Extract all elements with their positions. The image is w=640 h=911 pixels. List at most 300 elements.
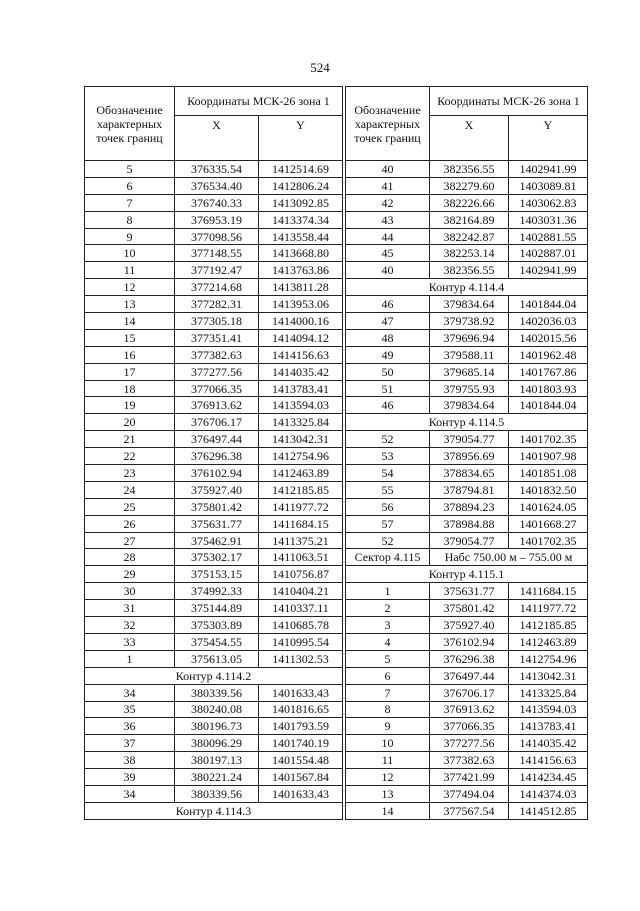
- x-coordinate-cell: 377351.41: [175, 329, 259, 346]
- point-id-cell: 19: [85, 397, 175, 414]
- x-coordinate-cell: 376534.40: [175, 177, 259, 194]
- contour-section-row: [85, 667, 343, 684]
- x-coordinate-cell: 377066.35: [175, 380, 259, 397]
- x-coordinate-cell: 377382.63: [430, 752, 509, 769]
- point-id-cell: 31: [85, 600, 175, 617]
- point-id-cell: 1: [346, 583, 430, 600]
- point-id-cell: 6: [85, 177, 175, 194]
- x-coordinate-cell: 377192.47: [175, 262, 259, 279]
- x-coordinate-cell: 379755.93: [430, 380, 509, 397]
- x-coordinate-cell: 376497.44: [175, 431, 259, 448]
- y-coordinate-cell: 1410685.78: [259, 617, 343, 634]
- x-coordinate-cell: 376296.38: [175, 448, 259, 465]
- x-coordinate-cell: 374992.33: [175, 583, 259, 600]
- y-coordinate-cell: 1413783.41: [259, 380, 343, 397]
- y-coordinate-cell: 1401554.48: [259, 752, 343, 769]
- y-coordinate-cell: 1403031.36: [509, 211, 588, 228]
- x-coordinate-cell: 377066.35: [430, 718, 509, 735]
- point-id-cell: 27: [85, 532, 175, 549]
- x-coordinate-cell: 377214.68: [175, 279, 259, 296]
- y-coordinate-cell: 1401851.08: [509, 465, 588, 482]
- x-coordinate-cell: 377382.63: [175, 346, 259, 363]
- y-coordinate-cell: 1401793.59: [259, 718, 343, 735]
- table-row: [85, 769, 343, 786]
- y-coordinate-cell: 1401633.43: [259, 684, 343, 701]
- point-id-cell: 39: [85, 769, 175, 786]
- header-point-designation: Обозначение характерных точек границ: [85, 87, 175, 161]
- contour-section-row: [85, 802, 343, 819]
- point-id-cell: 5: [85, 161, 175, 178]
- point-id-cell: 44: [346, 228, 430, 245]
- y-coordinate-cell: 1412754.96: [509, 650, 588, 667]
- header-x: X: [175, 116, 259, 161]
- x-coordinate-cell: 378894.23: [430, 498, 509, 515]
- x-coordinate-cell: 382164.89: [430, 211, 509, 228]
- y-coordinate-cell: 1401962.48: [509, 346, 588, 363]
- table-row: [85, 363, 343, 380]
- table-row: [85, 650, 343, 667]
- y-coordinate-cell: 1414374.03: [509, 785, 588, 802]
- point-id-cell: 16: [85, 346, 175, 363]
- y-coordinate-cell: 1413042.31: [509, 667, 588, 684]
- table-row: [346, 684, 588, 701]
- table-row: [346, 718, 588, 735]
- x-coordinate-cell: 379588.11: [430, 346, 509, 363]
- y-coordinate-cell: 1401832.50: [509, 481, 588, 498]
- table-row: [85, 465, 343, 482]
- x-coordinate-cell: 375631.77: [430, 583, 509, 600]
- point-id-cell: 15: [85, 329, 175, 346]
- x-coordinate-cell: 379738.92: [430, 313, 509, 330]
- point-id-cell: 8: [346, 701, 430, 718]
- table-row: [85, 498, 343, 515]
- x-coordinate-cell: 377098.56: [175, 228, 259, 245]
- x-coordinate-cell: 375153.15: [175, 566, 259, 583]
- table-row: [346, 667, 588, 684]
- table-row: [346, 600, 588, 617]
- table-body-left: [85, 161, 343, 820]
- sector-elevation: Набс 750.00 м – 755.00 м: [430, 549, 588, 566]
- table-row: [85, 262, 343, 279]
- sector-label: Сектор 4.115: [346, 549, 430, 566]
- point-id-cell: 12: [85, 279, 175, 296]
- x-coordinate-cell: 377421.99: [430, 769, 509, 786]
- x-coordinate-cell: 382242.87: [430, 228, 509, 245]
- point-id-cell: 34: [85, 785, 175, 802]
- table-row: [85, 549, 343, 566]
- y-coordinate-cell: 1412463.89: [509, 633, 588, 650]
- y-coordinate-cell: 1401668.27: [509, 515, 588, 532]
- point-id-cell: 3: [346, 617, 430, 634]
- point-id-cell: 22: [85, 448, 175, 465]
- table-row: [85, 161, 343, 178]
- table-row: [346, 481, 588, 498]
- point-id-cell: 10: [346, 735, 430, 752]
- sector-row: [346, 549, 588, 566]
- table-row: [85, 414, 343, 431]
- point-id-cell: 11: [346, 752, 430, 769]
- point-id-cell: 9: [346, 718, 430, 735]
- y-coordinate-cell: 1402036.03: [509, 313, 588, 330]
- y-coordinate-cell: 1413558.44: [259, 228, 343, 245]
- table-row: [346, 735, 588, 752]
- point-id-cell: 5: [346, 650, 430, 667]
- table-row: [346, 228, 588, 245]
- table-row: [346, 498, 588, 515]
- point-id-cell: 33: [85, 633, 175, 650]
- point-id-cell: 40: [346, 262, 430, 279]
- y-coordinate-cell: 1401844.04: [509, 296, 588, 313]
- coordinates-table-right: [345, 86, 588, 820]
- table-row: [346, 515, 588, 532]
- point-id-cell: 40: [346, 161, 430, 178]
- x-coordinate-cell: 376102.94: [175, 465, 259, 482]
- x-coordinate-cell: 376335.54: [175, 161, 259, 178]
- y-coordinate-cell: 1413374.34: [259, 211, 343, 228]
- point-id-cell: 43: [346, 211, 430, 228]
- y-coordinate-cell: 1402881.55: [509, 228, 588, 245]
- y-coordinate-cell: 1412185.85: [259, 481, 343, 498]
- table-row: [85, 346, 343, 363]
- table-row: [346, 769, 588, 786]
- y-coordinate-cell: 1414035.42: [259, 363, 343, 380]
- point-id-cell: 30: [85, 583, 175, 600]
- table-row: [346, 296, 588, 313]
- x-coordinate-cell: 380339.56: [175, 785, 259, 802]
- y-coordinate-cell: 1411977.72: [259, 498, 343, 515]
- y-coordinate-cell: 1403089.81: [509, 177, 588, 194]
- y-coordinate-cell: 1411375.21: [259, 532, 343, 549]
- table-row: [346, 262, 588, 279]
- table-row: [85, 397, 343, 414]
- y-coordinate-cell: 1414156.63: [509, 752, 588, 769]
- table-row: [85, 701, 343, 718]
- y-coordinate-cell: 1410337.11: [259, 600, 343, 617]
- y-coordinate-cell: 1412185.85: [509, 617, 588, 634]
- y-coordinate-cell: 1401816.65: [259, 701, 343, 718]
- y-coordinate-cell: 1401633.43: [259, 785, 343, 802]
- point-id-cell: 21: [85, 431, 175, 448]
- table-row: [85, 296, 343, 313]
- x-coordinate-cell: 375462.91: [175, 532, 259, 549]
- x-coordinate-cell: 375303.89: [175, 617, 259, 634]
- y-coordinate-cell: 1413763.86: [259, 262, 343, 279]
- table-row: [85, 313, 343, 330]
- x-coordinate-cell: 382253.14: [430, 245, 509, 262]
- point-id-cell: 42: [346, 194, 430, 211]
- x-coordinate-cell: 377567.54: [430, 802, 509, 819]
- table-row: [346, 431, 588, 448]
- y-coordinate-cell: 1412754.96: [259, 448, 343, 465]
- y-coordinate-cell: 1414156.63: [259, 346, 343, 363]
- x-coordinate-cell: 375613.05: [175, 650, 259, 667]
- point-id-cell: 37: [85, 735, 175, 752]
- y-coordinate-cell: 1411684.15: [509, 583, 588, 600]
- x-coordinate-cell: 379054.77: [430, 431, 509, 448]
- table-row: [85, 600, 343, 617]
- table-row: [346, 785, 588, 802]
- contour-section-row: [346, 414, 588, 431]
- header-point-designation: Обозначение характерных точек границ: [346, 87, 430, 161]
- table-row: [85, 481, 343, 498]
- header-coordinates: Координаты МСК-26 зона 1: [430, 87, 588, 116]
- x-coordinate-cell: 376497.44: [430, 667, 509, 684]
- table-row: [346, 161, 588, 178]
- y-coordinate-cell: 1414512.85: [509, 802, 588, 819]
- x-coordinate-cell: 376740.33: [175, 194, 259, 211]
- table-row: [346, 532, 588, 549]
- x-coordinate-cell: 379054.77: [430, 532, 509, 549]
- table-row: [85, 735, 343, 752]
- table-row: [346, 380, 588, 397]
- y-coordinate-cell: 1401844.04: [509, 397, 588, 414]
- y-coordinate-cell: 1401803.93: [509, 380, 588, 397]
- x-coordinate-cell: 376953.19: [175, 211, 259, 228]
- table-header-row: [85, 87, 343, 116]
- y-coordinate-cell: 1413668.80: [259, 245, 343, 262]
- y-coordinate-cell: 1412463.89: [259, 465, 343, 482]
- x-coordinate-cell: 377494.04: [430, 785, 509, 802]
- table-row: [346, 346, 588, 363]
- x-coordinate-cell: 380240.08: [175, 701, 259, 718]
- point-id-cell: 36: [85, 718, 175, 735]
- table-row: [346, 701, 588, 718]
- x-coordinate-cell: 379696.94: [430, 329, 509, 346]
- table-row: [346, 752, 588, 769]
- y-coordinate-cell: 1412514.69: [259, 161, 343, 178]
- y-coordinate-cell: 1402941.99: [509, 161, 588, 178]
- point-id-cell: 45: [346, 245, 430, 262]
- x-coordinate-cell: 377277.56: [430, 735, 509, 752]
- y-coordinate-cell: 1414234.45: [509, 769, 588, 786]
- x-coordinate-cell: 375144.89: [175, 600, 259, 617]
- y-coordinate-cell: 1413594.03: [259, 397, 343, 414]
- y-coordinate-cell: 1412806.24: [259, 177, 343, 194]
- x-coordinate-cell: 377148.55: [175, 245, 259, 262]
- point-id-cell: 13: [85, 296, 175, 313]
- y-coordinate-cell: 1413325.84: [259, 414, 343, 431]
- y-coordinate-cell: 1401740.19: [259, 735, 343, 752]
- x-coordinate-cell: 376102.94: [430, 633, 509, 650]
- point-id-cell: 25: [85, 498, 175, 515]
- x-coordinate-cell: 382356.55: [430, 262, 509, 279]
- point-id-cell: 6: [346, 667, 430, 684]
- x-coordinate-cell: 375631.77: [175, 515, 259, 532]
- x-coordinate-cell: 380221.24: [175, 769, 259, 786]
- table-row: [346, 448, 588, 465]
- y-coordinate-cell: 1410995.54: [259, 633, 343, 650]
- x-coordinate-cell: 380096.29: [175, 735, 259, 752]
- x-coordinate-cell: 375454.55: [175, 633, 259, 650]
- table-row: [85, 245, 343, 262]
- table-row: [346, 194, 588, 211]
- table-row: [85, 785, 343, 802]
- table-row: [346, 397, 588, 414]
- point-id-cell: 50: [346, 363, 430, 380]
- y-coordinate-cell: 1402887.01: [509, 245, 588, 262]
- page-number: 524: [310, 60, 330, 75]
- table-body-right: [346, 161, 588, 820]
- table-row: [85, 684, 343, 701]
- table-row: [346, 650, 588, 667]
- table-header-row: [346, 87, 588, 116]
- point-id-cell: 26: [85, 515, 175, 532]
- point-id-cell: 23: [85, 465, 175, 482]
- y-coordinate-cell: 1414000.16: [259, 313, 343, 330]
- x-coordinate-cell: 375927.40: [175, 481, 259, 498]
- header-y: Y: [509, 116, 588, 161]
- table-row: [346, 211, 588, 228]
- x-coordinate-cell: 376913.62: [175, 397, 259, 414]
- x-coordinate-cell: 376706.17: [175, 414, 259, 431]
- y-coordinate-cell: 1413042.31: [259, 431, 343, 448]
- table-row: [85, 617, 343, 634]
- contour-label: Контур 4.115.1: [346, 566, 588, 583]
- x-coordinate-cell: 376296.38: [430, 650, 509, 667]
- point-id-cell: 17: [85, 363, 175, 380]
- point-id-cell: 54: [346, 465, 430, 482]
- point-id-cell: 49: [346, 346, 430, 363]
- y-coordinate-cell: 1402941.99: [509, 262, 588, 279]
- table-row: [85, 431, 343, 448]
- y-coordinate-cell: 1401767.86: [509, 363, 588, 380]
- y-coordinate-cell: 1401567.84: [259, 769, 343, 786]
- y-coordinate-cell: 1413325.84: [509, 684, 588, 701]
- point-id-cell: 18: [85, 380, 175, 397]
- table-row: [85, 380, 343, 397]
- x-coordinate-cell: 377282.31: [175, 296, 259, 313]
- table-row: [85, 329, 343, 346]
- point-id-cell: 52: [346, 431, 430, 448]
- x-coordinate-cell: 382279.60: [430, 177, 509, 194]
- point-id-cell: 56: [346, 498, 430, 515]
- table-row: [346, 329, 588, 346]
- table-row: [346, 177, 588, 194]
- x-coordinate-cell: 379685.14: [430, 363, 509, 380]
- x-coordinate-cell: 377305.18: [175, 313, 259, 330]
- table-row: [85, 532, 343, 549]
- point-id-cell: 46: [346, 296, 430, 313]
- point-id-cell: 48: [346, 329, 430, 346]
- table-row: [85, 177, 343, 194]
- point-id-cell: 57: [346, 515, 430, 532]
- point-id-cell: 4: [346, 633, 430, 650]
- x-coordinate-cell: 379834.64: [430, 296, 509, 313]
- x-coordinate-cell: 376706.17: [430, 684, 509, 701]
- point-id-cell: 41: [346, 177, 430, 194]
- x-coordinate-cell: 375801.42: [175, 498, 259, 515]
- point-id-cell: 47: [346, 313, 430, 330]
- x-coordinate-cell: 380196.73: [175, 718, 259, 735]
- point-id-cell: 51: [346, 380, 430, 397]
- y-coordinate-cell: 1411302.53: [259, 650, 343, 667]
- point-id-cell: 34: [85, 684, 175, 701]
- y-coordinate-cell: 1410756.87: [259, 566, 343, 583]
- point-id-cell: 7: [346, 684, 430, 701]
- table-row: [346, 245, 588, 262]
- y-coordinate-cell: 1411977.72: [509, 600, 588, 617]
- x-coordinate-cell: 379834.64: [430, 397, 509, 414]
- point-id-cell: 11: [85, 262, 175, 279]
- point-id-cell: 8: [85, 211, 175, 228]
- table-row: [346, 583, 588, 600]
- table-row: [85, 211, 343, 228]
- contour-section-row: [346, 566, 588, 583]
- y-coordinate-cell: 1413953.06: [259, 296, 343, 313]
- table-row: [85, 566, 343, 583]
- point-id-cell: 14: [346, 802, 430, 819]
- x-coordinate-cell: 378834.65: [430, 465, 509, 482]
- contour-label: Контур 4.114.4: [346, 279, 588, 296]
- point-id-cell: 13: [346, 785, 430, 802]
- y-coordinate-cell: 1401702.35: [509, 532, 588, 549]
- point-id-cell: 10: [85, 245, 175, 262]
- x-coordinate-cell: 382226.66: [430, 194, 509, 211]
- x-coordinate-cell: 376913.62: [430, 701, 509, 718]
- table-row: [346, 617, 588, 634]
- table-row: [346, 363, 588, 380]
- header-x: X: [430, 116, 509, 161]
- point-id-cell: 14: [85, 313, 175, 330]
- y-coordinate-cell: 1402015.56: [509, 329, 588, 346]
- x-coordinate-cell: 375801.42: [430, 600, 509, 617]
- coordinates-table-left: [84, 86, 343, 820]
- table-row: [346, 465, 588, 482]
- point-id-cell: 2: [346, 600, 430, 617]
- table-row: [85, 633, 343, 650]
- table-row: [85, 279, 343, 296]
- y-coordinate-cell: 1413811.28: [259, 279, 343, 296]
- contour-label: Контур 4.114.5: [346, 414, 588, 431]
- table-row: [85, 583, 343, 600]
- x-coordinate-cell: 378956.69: [430, 448, 509, 465]
- header-y: Y: [259, 116, 343, 161]
- x-coordinate-cell: 380197.13: [175, 752, 259, 769]
- x-coordinate-cell: 377277.56: [175, 363, 259, 380]
- point-id-cell: 7: [85, 194, 175, 211]
- y-coordinate-cell: 1401907.98: [509, 448, 588, 465]
- table-row: [85, 752, 343, 769]
- point-id-cell: 12: [346, 769, 430, 786]
- y-coordinate-cell: 1401624.05: [509, 498, 588, 515]
- x-coordinate-cell: 378984.88: [430, 515, 509, 532]
- x-coordinate-cell: 375927.40: [430, 617, 509, 634]
- point-id-cell: 46: [346, 397, 430, 414]
- y-coordinate-cell: 1411684.15: [259, 515, 343, 532]
- y-coordinate-cell: 1414035.42: [509, 735, 588, 752]
- table-row: [85, 194, 343, 211]
- table-row: [85, 448, 343, 465]
- y-coordinate-cell: 1411063.51: [259, 549, 343, 566]
- x-coordinate-cell: 380339.56: [175, 684, 259, 701]
- point-id-cell: 1: [85, 650, 175, 667]
- point-id-cell: 9: [85, 228, 175, 245]
- point-id-cell: 38: [85, 752, 175, 769]
- point-id-cell: 32: [85, 617, 175, 634]
- point-id-cell: 20: [85, 414, 175, 431]
- header-coordinates: Координаты МСК-26 зона 1: [175, 87, 343, 116]
- contour-section-row: [346, 279, 588, 296]
- table-row: [346, 633, 588, 650]
- table-row: [85, 718, 343, 735]
- table-row: [85, 228, 343, 245]
- point-id-cell: 28: [85, 549, 175, 566]
- point-id-cell: 35: [85, 701, 175, 718]
- y-coordinate-cell: 1410404.21: [259, 583, 343, 600]
- y-coordinate-cell: 1413092.85: [259, 194, 343, 211]
- x-coordinate-cell: 375302.17: [175, 549, 259, 566]
- y-coordinate-cell: 1413594.03: [509, 701, 588, 718]
